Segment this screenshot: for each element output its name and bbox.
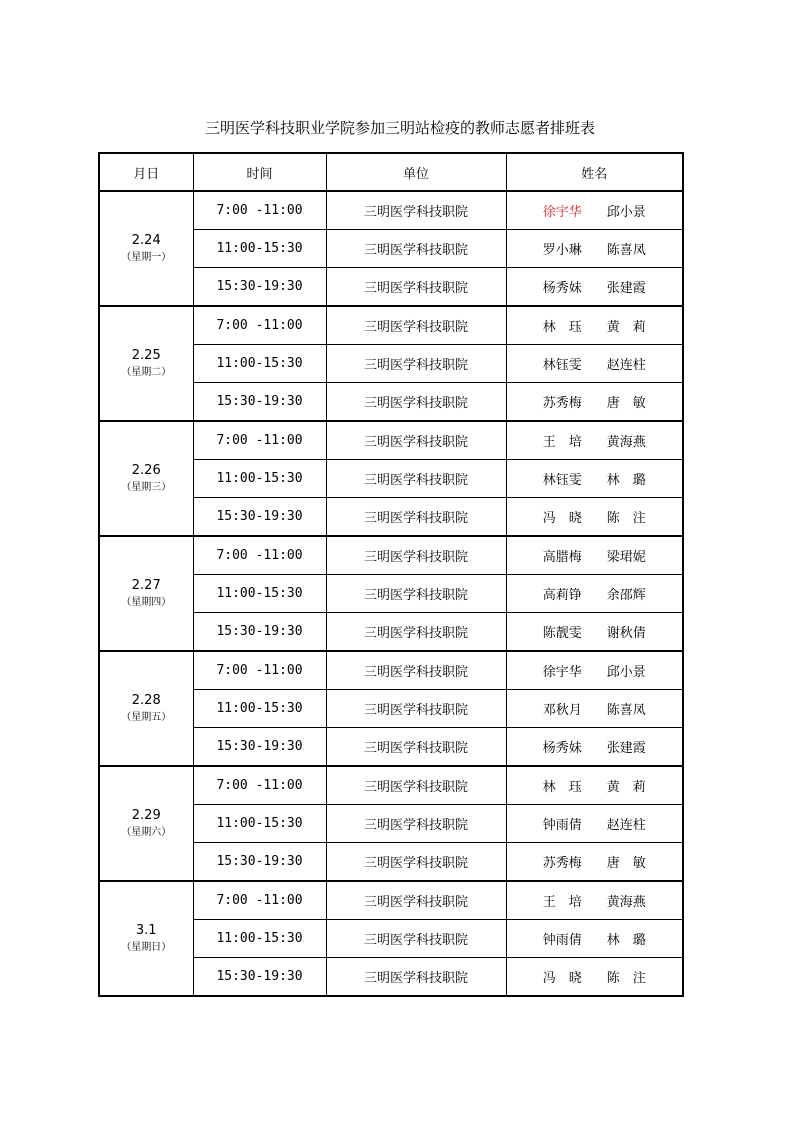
date-cell bbox=[99, 651, 193, 766]
volunteer-name-2: 黄 莉 bbox=[606, 320, 646, 335]
time-cell: 7:00 -11:00 bbox=[193, 651, 326, 690]
weekday-label: （星期六） bbox=[121, 826, 172, 838]
table-row bbox=[99, 306, 683, 345]
volunteer-name-2: 张建霞 bbox=[606, 741, 646, 756]
header-row bbox=[99, 153, 683, 191]
unit-cell: 三明医学科技职院 bbox=[326, 920, 506, 958]
unit-cell: 三明医学科技职院 bbox=[326, 651, 506, 690]
volunteer-name-1: 徐宇华 bbox=[542, 665, 582, 680]
unit-cell: 三明医学科技职院 bbox=[326, 728, 506, 767]
volunteer-name-1: 杨秀妹 bbox=[542, 281, 582, 296]
names-cell bbox=[506, 958, 683, 997]
volunteer-name-2: 陈 注 bbox=[606, 511, 646, 526]
date-cell bbox=[99, 881, 193, 996]
volunteer-name-2: 陈喜凤 bbox=[606, 703, 646, 718]
time-cell: 15:30-19:30 bbox=[193, 498, 326, 537]
date-label: 2.25 bbox=[131, 347, 161, 363]
date-cell bbox=[99, 191, 193, 306]
names-cell bbox=[506, 613, 683, 652]
schedule-body bbox=[99, 191, 683, 996]
volunteer-name-1: 冯 晓 bbox=[542, 511, 582, 526]
time-cell: 7:00 -11:00 bbox=[193, 306, 326, 345]
time-cell: 11:00-15:30 bbox=[193, 920, 326, 958]
weekday-label: （星期二） bbox=[121, 366, 172, 378]
unit-cell: 三明医学科技职院 bbox=[326, 766, 506, 805]
date-cell bbox=[99, 421, 193, 536]
volunteer-name-1: 邓秋月 bbox=[542, 703, 582, 718]
date-cell bbox=[99, 306, 193, 421]
volunteer-name-2: 黄海燕 bbox=[606, 435, 646, 450]
volunteer-name-2: 谢秋倩 bbox=[606, 626, 646, 641]
unit-cell: 三明医学科技职院 bbox=[326, 268, 506, 307]
volunteer-name-1: 林 珏 bbox=[542, 780, 582, 795]
names-cell bbox=[506, 575, 683, 613]
volunteer-name-2: 黄海燕 bbox=[606, 895, 646, 910]
weekday-label: （星期五） bbox=[121, 711, 172, 723]
unit-cell: 三明医学科技职院 bbox=[326, 843, 506, 882]
weekday-label: （星期三） bbox=[121, 481, 172, 493]
names-cell bbox=[506, 306, 683, 345]
names-cell bbox=[506, 881, 683, 920]
time-cell: 15:30-19:30 bbox=[193, 728, 326, 767]
names-cell bbox=[506, 191, 683, 230]
schedule-table bbox=[98, 152, 684, 997]
date-label: 2.29 bbox=[131, 807, 161, 823]
unit-cell: 三明医学科技职院 bbox=[326, 306, 506, 345]
time-cell: 11:00-15:30 bbox=[193, 690, 326, 728]
volunteer-name-1: 高莉铮 bbox=[542, 588, 582, 603]
table-row bbox=[99, 421, 683, 460]
time-cell: 15:30-19:30 bbox=[193, 383, 326, 422]
volunteer-name-1: 冯 晓 bbox=[542, 971, 582, 986]
table-row bbox=[99, 651, 683, 690]
time-cell: 11:00-15:30 bbox=[193, 575, 326, 613]
unit-cell: 三明医学科技职院 bbox=[326, 421, 506, 460]
volunteer-name-2: 邱小景 bbox=[606, 205, 646, 220]
date-cell bbox=[99, 536, 193, 651]
names-cell bbox=[506, 230, 683, 268]
header-names: 姓名 bbox=[506, 153, 683, 191]
time-cell: 15:30-19:30 bbox=[193, 268, 326, 307]
time-cell: 11:00-15:30 bbox=[193, 345, 326, 383]
volunteer-name-2: 陈 注 bbox=[606, 971, 646, 986]
volunteer-name-2: 唐 敏 bbox=[606, 856, 646, 871]
names-cell bbox=[506, 498, 683, 537]
volunteer-name-1: 高腊梅 bbox=[542, 550, 582, 565]
table-row bbox=[99, 766, 683, 805]
unit-cell: 三明医学科技职院 bbox=[326, 460, 506, 498]
volunteer-name-2: 陈喜凤 bbox=[606, 243, 646, 258]
unit-cell: 三明医学科技职院 bbox=[326, 536, 506, 575]
time-cell: 7:00 -11:00 bbox=[193, 536, 326, 575]
weekday-label: （星期一） bbox=[121, 251, 172, 263]
unit-cell: 三明医学科技职院 bbox=[326, 230, 506, 268]
volunteer-name-2: 黄 莉 bbox=[606, 780, 646, 795]
time-cell: 15:30-19:30 bbox=[193, 958, 326, 997]
volunteer-name-1: 苏秀梅 bbox=[542, 856, 582, 871]
names-cell bbox=[506, 805, 683, 843]
volunteer-name-2: 赵连柱 bbox=[606, 818, 646, 833]
volunteer-name-1: 罗小琳 bbox=[542, 243, 582, 258]
names-cell bbox=[506, 690, 683, 728]
volunteer-name-2: 余邵辉 bbox=[606, 588, 646, 603]
table-row bbox=[99, 881, 683, 920]
date-label: 2.28 bbox=[131, 692, 161, 708]
unit-cell: 三明医学科技职院 bbox=[326, 881, 506, 920]
names-cell bbox=[506, 920, 683, 958]
names-cell bbox=[506, 536, 683, 575]
date-label: 3.1 bbox=[135, 922, 157, 938]
volunteer-name-2: 林 璐 bbox=[606, 473, 646, 488]
volunteer-name-1: 王 培 bbox=[542, 895, 582, 910]
volunteer-name-2: 唐 敏 bbox=[606, 396, 646, 411]
time-cell: 7:00 -11:00 bbox=[193, 766, 326, 805]
unit-cell: 三明医学科技职院 bbox=[326, 958, 506, 997]
unit-cell: 三明医学科技职院 bbox=[326, 690, 506, 728]
date-label: 2.27 bbox=[131, 577, 161, 593]
names-cell bbox=[506, 728, 683, 767]
time-cell: 11:00-15:30 bbox=[193, 460, 326, 498]
header-unit: 单位 bbox=[326, 153, 506, 191]
volunteer-name-1: 钟雨倩 bbox=[542, 933, 582, 948]
time-cell: 7:00 -11:00 bbox=[193, 191, 326, 230]
names-cell bbox=[506, 460, 683, 498]
table-row bbox=[99, 191, 683, 230]
unit-cell: 三明医学科技职院 bbox=[326, 383, 506, 422]
names-cell bbox=[506, 383, 683, 422]
unit-cell: 三明医学科技职院 bbox=[326, 345, 506, 383]
volunteer-name-2: 邱小景 bbox=[606, 665, 646, 680]
weekday-label: （星期四） bbox=[121, 596, 172, 608]
table-row bbox=[99, 536, 683, 575]
time-cell: 15:30-19:30 bbox=[193, 613, 326, 652]
unit-cell: 三明医学科技职院 bbox=[326, 613, 506, 652]
names-cell bbox=[506, 268, 683, 307]
volunteer-name-2: 张建霞 bbox=[606, 281, 646, 296]
document-title: 三明医学科技职业学院参加三明站检疫的教师志愿者排班表 bbox=[204, 119, 595, 137]
time-cell: 7:00 -11:00 bbox=[193, 881, 326, 920]
volunteer-name-1: 钟雨倩 bbox=[542, 818, 582, 833]
header-time: 时间 bbox=[193, 153, 326, 191]
time-cell: 11:00-15:30 bbox=[193, 230, 326, 268]
names-cell bbox=[506, 843, 683, 882]
volunteer-name-1: 林 珏 bbox=[542, 320, 582, 335]
unit-cell: 三明医学科技职院 bbox=[326, 498, 506, 537]
header-date: 月日 bbox=[99, 153, 193, 191]
date-label: 2.26 bbox=[131, 462, 161, 478]
weekday-label: （星期日） bbox=[121, 941, 172, 953]
volunteer-name-1: 林钰雯 bbox=[542, 473, 582, 488]
volunteer-name-1: 林钰雯 bbox=[542, 358, 582, 373]
volunteer-name-1: 陈靓雯 bbox=[542, 626, 582, 641]
volunteer-name-1: 王 培 bbox=[542, 435, 582, 450]
unit-cell: 三明医学科技职院 bbox=[326, 191, 506, 230]
names-cell bbox=[506, 421, 683, 460]
date-label: 2.24 bbox=[131, 232, 161, 248]
volunteer-name-2: 赵连柱 bbox=[606, 358, 646, 373]
time-cell: 11:00-15:30 bbox=[193, 805, 326, 843]
volunteer-name-1: 杨秀妹 bbox=[542, 741, 582, 756]
volunteer-name-2: 梁珺妮 bbox=[606, 550, 646, 565]
date-cell bbox=[99, 766, 193, 881]
time-cell: 15:30-19:30 bbox=[193, 843, 326, 882]
volunteer-name-2: 林 璐 bbox=[606, 933, 646, 948]
names-cell bbox=[506, 651, 683, 690]
volunteer-name-1: 苏秀梅 bbox=[542, 396, 582, 411]
unit-cell: 三明医学科技职院 bbox=[326, 575, 506, 613]
time-cell: 7:00 -11:00 bbox=[193, 421, 326, 460]
volunteer-name-1: 徐宇华 bbox=[542, 205, 582, 220]
unit-cell: 三明医学科技职院 bbox=[326, 805, 506, 843]
names-cell bbox=[506, 766, 683, 805]
names-cell bbox=[506, 345, 683, 383]
